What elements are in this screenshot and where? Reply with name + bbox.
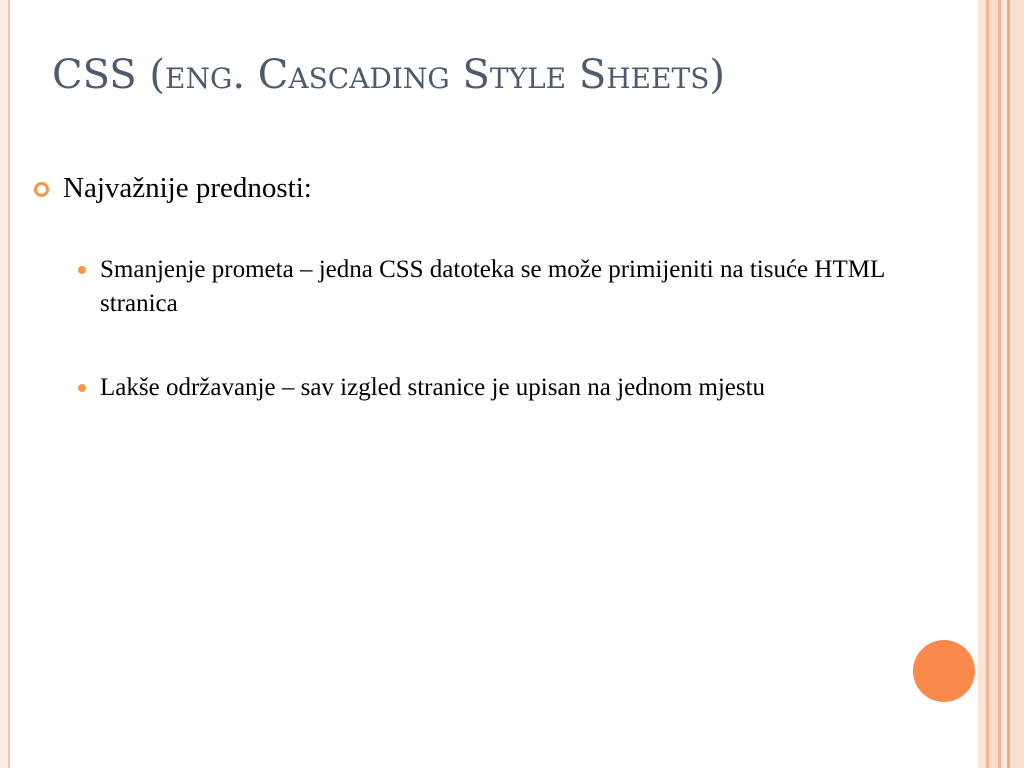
bullet-level1 — [34, 172, 964, 205]
bullet-level2-text: Smanjenje prometa – jedna CSS datoteka se može primijeniti na tisuće HTML stranica — [100, 256, 885, 317]
right-decor-stripes — [978, 0, 1024, 768]
title-small-caps: eng. Cascading Style Sheets — [165, 52, 710, 98]
title-main: CSS ( — [52, 52, 166, 98]
title-end: ) — [709, 52, 725, 98]
slide-title — [52, 52, 725, 98]
slide-body — [34, 172, 964, 455]
decor-circle — [913, 640, 975, 702]
bullet-level2 — [34, 371, 960, 405]
dot-bullet-icon — [78, 384, 86, 392]
dot-bullet-icon — [78, 266, 86, 274]
bullet-level2 — [34, 253, 960, 321]
ring-bullet-icon — [34, 182, 49, 197]
left-decor-band — [0, 0, 8, 768]
bullet-level1-text: Najvažnije prednosti: — [63, 172, 312, 204]
bullet-level2-text: Lakše održavanje – sav izgled stranice je upisan na jednom mjestu — [100, 374, 766, 401]
